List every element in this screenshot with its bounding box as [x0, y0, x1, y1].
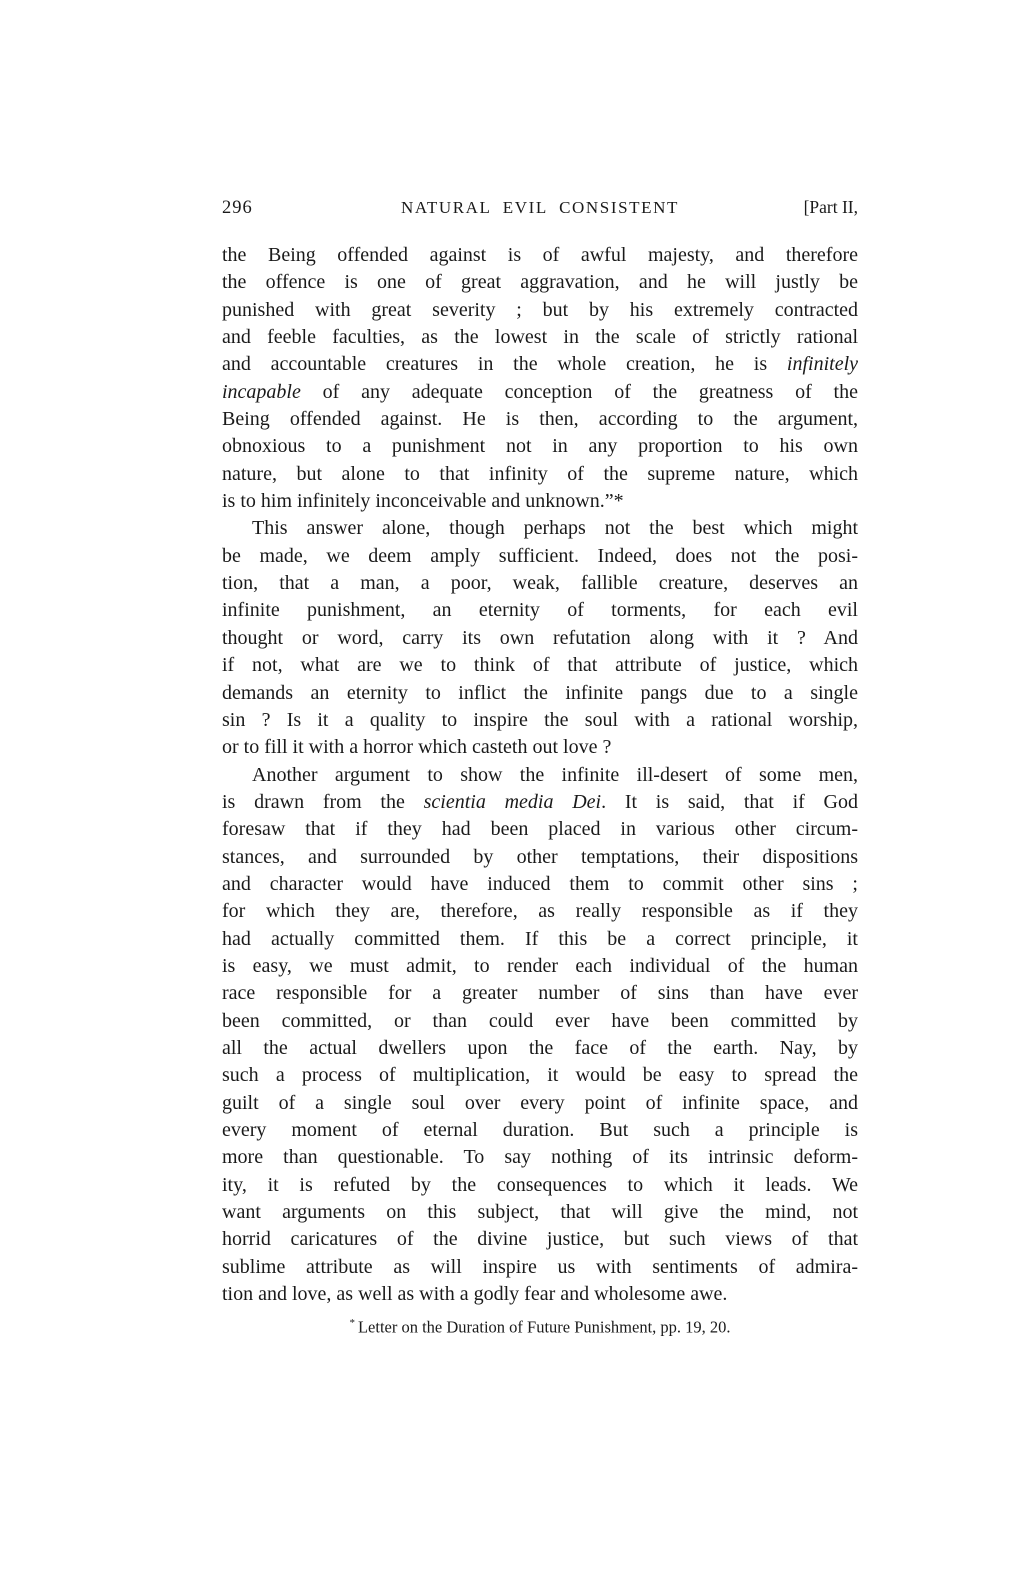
text-run: This answer alone, though perhaps not the best which might — [252, 517, 858, 540]
text-line — [222, 680, 858, 707]
text-line — [222, 242, 858, 269]
text-line — [222, 789, 858, 816]
text-run: is easy, we must admit, to render each individual of the human — [222, 954, 858, 977]
text-run: the Being offended against is of awful majesty, and therefore — [222, 244, 858, 266]
text-line — [222, 379, 858, 406]
text-run: of any adequate conception of the greatness of the — [300, 380, 858, 403]
text-run: demands an eternity to inflict the infinite pangs due to a single — [222, 681, 858, 704]
text-run: . It is said, that if God — [601, 790, 858, 813]
text-run: guilt of a single soul over every point of infinite space, and — [222, 1091, 858, 1114]
footnote-text: Letter on the Duration of Future Punishment, pp. 19, 20. — [357, 1317, 731, 1337]
text-line — [222, 625, 858, 652]
text-line — [222, 1090, 858, 1117]
text-line — [222, 351, 858, 378]
text-line — [222, 1226, 858, 1253]
text-run: is drawn from the — [222, 790, 424, 813]
text-run: and character would have induced them to commit other sins ; — [222, 872, 858, 895]
text-run: foresaw that if they had been placed in various other circum- — [222, 818, 858, 841]
text-line — [222, 816, 858, 843]
text-run: and feeble faculties, as the lowest in the scale of strictly rational — [222, 326, 858, 349]
text-line — [222, 297, 858, 324]
italic-text-run: incapable — [222, 380, 301, 403]
text-line — [222, 406, 858, 433]
text-line — [222, 707, 858, 734]
running-header — [222, 197, 858, 219]
text-run: such a process of multiplication, it would be easy to spread the — [222, 1064, 858, 1087]
text-run: race responsible for a greater number of sins than have ever — [222, 982, 858, 1005]
text-run: want arguments on this subject, that will give the mind, not — [222, 1201, 858, 1224]
text-line — [222, 1199, 858, 1226]
page-body — [222, 242, 858, 1308]
text-run: thought or word, carry its own refutation along with it ? And — [222, 626, 858, 649]
text-run: for which they are, therefore, as really responsible as if they — [222, 900, 858, 923]
text-run: more than questionable. To say nothing of its intrinsic deform- — [222, 1146, 858, 1169]
text-line — [222, 1281, 858, 1308]
text-line — [222, 871, 858, 898]
italic-text-run: scientia media Dei — [423, 790, 602, 813]
text-run: horrid caricatures of the divine justice, but such views of that — [222, 1228, 858, 1251]
part-label: [Part II, — [803, 197, 858, 217]
text-line — [222, 1117, 858, 1144]
text-run: ity, it is refuted by the consequences to which it leads. We — [222, 1173, 858, 1196]
page-number: 296 — [222, 198, 253, 218]
text-run: be made, we deem amply sufficient. Indeed, does not the posi- — [222, 544, 858, 567]
text-run: Another argument to show the infinite ill-desert of some men, — [252, 763, 858, 786]
paragraph — [222, 762, 858, 1309]
text-line — [222, 1008, 858, 1035]
text-line — [222, 898, 858, 925]
text-run: the offence is one of great aggravation, and he will justly be — [222, 271, 858, 294]
running-title: NATURAL EVIL CONSISTENT — [401, 198, 679, 217]
text-line — [222, 980, 858, 1007]
text-line — [222, 515, 858, 542]
text-line — [222, 1144, 858, 1171]
text-run: punished with great severity ; but by his extremely contracted — [222, 298, 858, 321]
text-run: infinite punishment, an eternity of torments, for each evil — [222, 599, 858, 622]
text-run: is to him infinitely inconceivable and unknown.”* — [222, 490, 624, 513]
text-line — [222, 488, 858, 515]
text-line — [222, 1035, 858, 1062]
text-run: sin ? Is it a quality to inspire the soul with a rational worship, — [222, 708, 858, 731]
text-line — [222, 844, 858, 871]
text-line — [222, 433, 858, 460]
text-run: had actually committed them. If this be a correct principle, it — [222, 927, 858, 950]
text-line — [222, 926, 858, 953]
text-line — [222, 1062, 858, 1089]
text-line — [222, 953, 858, 980]
text-line — [222, 324, 858, 351]
text-line — [222, 570, 858, 597]
text-line — [222, 597, 858, 624]
text-run: and accountable creatures in the whole creation, he is — [222, 353, 787, 376]
paragraph — [222, 242, 858, 515]
text-line — [222, 269, 858, 296]
text-run: been committed, or than could ever have been committed by — [222, 1009, 858, 1032]
text-line — [222, 543, 858, 570]
text-run: Being offended against. He is then, according to the argument, — [222, 408, 858, 431]
text-run: tion and love, as well as with a godly fear and wholesome awe. — [222, 1283, 728, 1306]
text-line — [222, 762, 858, 789]
text-run: sublime attribute as will inspire us with sentiments of admira- — [222, 1255, 858, 1278]
text-run: all the actual dwellers upon the face of the earth. Nay, by — [222, 1036, 858, 1059]
text-line — [222, 734, 858, 761]
text-run: tion, that a man, a poor, weak, fallible creature, deserves an — [222, 572, 858, 595]
text-line — [222, 1254, 858, 1281]
text-run: nature, but alone to that infinity of the supreme nature, which — [222, 462, 858, 485]
paragraph — [222, 515, 858, 761]
text-run: or to fill it with a horror which casteth out love ? — [222, 736, 612, 759]
book-page — [222, 197, 858, 1338]
footnote — [222, 1317, 858, 1338]
text-line — [222, 1172, 858, 1199]
text-run: obnoxious to a punishment not in any proportion to his own — [222, 435, 858, 458]
text-line — [222, 652, 858, 679]
text-run: every moment of eternal duration. But such a principle is — [222, 1119, 858, 1141]
text-line — [222, 461, 858, 488]
italic-text-run: infinitely — [786, 353, 858, 376]
footnote-marker: * — [349, 1317, 355, 1330]
text-run: stances, and surrounded by other temptations, their dispositions — [222, 845, 858, 868]
text-run: if not, what are we to think of that attribute of justice, which — [222, 654, 858, 677]
